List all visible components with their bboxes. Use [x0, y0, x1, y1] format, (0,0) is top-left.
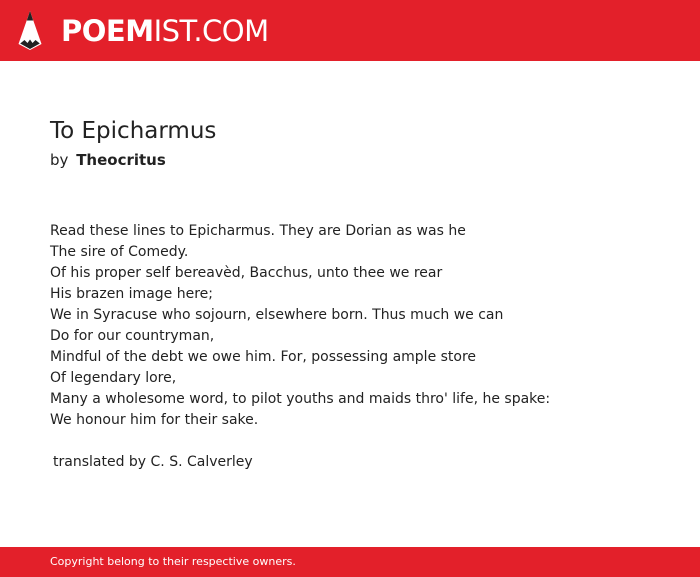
poem-body	[50, 221, 670, 431]
poem-line: His brazen image here;	[50, 286, 213, 302]
poem-content	[50, 112, 670, 471]
site-header	[0, 0, 700, 61]
poem-title: To Epicharmus	[50, 118, 217, 144]
logo-text-bold: POEM	[61, 14, 154, 48]
poem-line: Many a wholesome word, to pilot youths and maids thro' life, he spake:	[50, 391, 551, 407]
poem-line: Do for our countryman,	[50, 328, 215, 344]
poem-line: The sire of Comedy.	[50, 244, 189, 260]
byline	[50, 151, 670, 169]
by-label: by	[50, 151, 69, 169]
poem-line: Mindful of the debt we owe him. For, possessing ample store	[50, 349, 477, 365]
translator-credit: translated by C. S. Calverley	[53, 454, 253, 470]
poem-line: Read these lines to Epicharmus. They are Dorian as was he	[50, 223, 466, 239]
poem-line: Of his proper self bereavèd, Bacchus, unto thee we rear	[50, 265, 443, 281]
author-name[interactable]: Theocritus	[76, 151, 166, 169]
copyright-notice: Copyright belong to their respective owners.	[50, 555, 296, 568]
pencil-icon[interactable]	[17, 10, 43, 51]
site-logo[interactable]	[61, 12, 269, 50]
poem-line: We honour him for their sake.	[50, 412, 259, 428]
poem-line: Of legendary lore,	[50, 370, 177, 386]
logo-text-light: IST.COM	[153, 14, 269, 48]
site-footer	[0, 547, 700, 577]
poem-line: We in Syracuse who sojourn, elsewhere born. Thus much we can	[50, 307, 504, 323]
